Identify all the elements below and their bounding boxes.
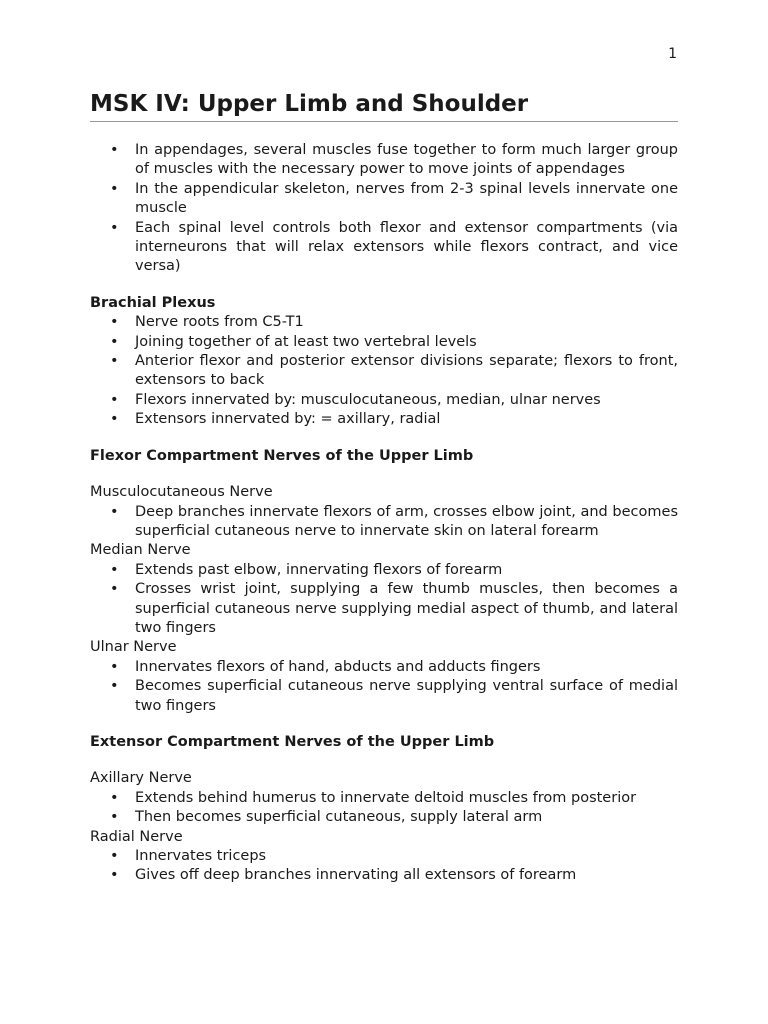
page-content: [90, 88, 678, 886]
bullet-icon: •: [110, 219, 119, 236]
list-item: • Innervates triceps: [90, 847, 678, 866]
list-item: • Then becomes superficial cutaneous, supply lateral arm: [90, 808, 678, 827]
bullet-icon: •: [110, 658, 119, 675]
intro-bullet-list: [90, 141, 678, 277]
list-item: • Nerve roots from C5-T1: [90, 313, 678, 332]
list-item: • Flexors innervated by: musculocutaneous, median, ulnar nerves: [90, 391, 678, 410]
list-item: • Extends behind humerus to innervate deltoid muscles from posterior: [90, 789, 678, 808]
median-nerve-list: [90, 561, 678, 639]
bullet-icon: •: [110, 333, 119, 350]
list-item: • Extensors innervated by: = axillary, radial: [90, 410, 678, 429]
list-item: • Becomes superficial cutaneous nerve supplying ventral surface of medial two fingers: [110, 678, 678, 714]
radial-nerve-list: [90, 847, 678, 886]
list-item: • Joining together of at least two vertebral levels: [90, 333, 678, 352]
bullet-icon: •: [110, 678, 119, 695]
bullet-icon: •: [110, 314, 119, 331]
list-item: • Innervates flexors of hand, abducts and adducts fingers: [90, 658, 678, 677]
axillary-nerve-list: [90, 789, 678, 828]
bullet-icon: •: [110, 411, 119, 428]
list-item: • Each spinal level controls both flexor and extensor compartments (via interneurons that will relax extensors while flexors contract, and vice versa): [110, 219, 678, 275]
bullet-icon: •: [110, 180, 119, 197]
bullet-icon: •: [110, 867, 119, 884]
radial-nerve-label: Radial Nerve: [90, 828, 183, 845]
list-item: • Gives off deep branches innervating all extensors of forearm: [90, 866, 678, 885]
bullet-icon: •: [110, 561, 119, 578]
list-item: • Extends past elbow, innervating flexors of forearm: [90, 561, 678, 580]
ulnar-nerve-list: [90, 658, 678, 716]
bullet-icon: •: [110, 391, 119, 408]
bullet-icon: •: [110, 353, 119, 370]
bullet-icon: •: [110, 503, 119, 520]
page-number: 1: [668, 46, 677, 62]
page-title: MSK IV: Upper Limb and Shoulder: [90, 88, 678, 122]
extensor-compartment-heading: Extensor Compartment Nerves of the Upper Limb: [90, 733, 495, 750]
brachial-plexus-heading: Brachial Plexus: [90, 294, 216, 311]
musculocutaneous-nerve-list: [90, 503, 678, 542]
bullet-icon: •: [110, 581, 119, 598]
bullet-icon: •: [110, 809, 119, 826]
list-item: • Crosses wrist joint, supplying a few thumb muscles, then becomes a superficial cutaneous nerve supplying medial aspect of thumb, and lateral two fingers: [110, 581, 678, 636]
list-item: • Anterior flexor and posterior extensor divisions separate; flexors to front, extensors to back: [110, 353, 678, 389]
bullet-icon: •: [110, 848, 119, 864]
brachial-plexus-list: [90, 313, 678, 429]
list-item: • In appendages, several muscles fuse together to form much larger group of muscles with the necessary power to move joints of appendages: [110, 142, 678, 178]
flexor-compartment-heading: Flexor Compartment Nerves of the Upper Limb: [90, 447, 474, 464]
list-item: • Deep branches innervate flexors of arm, crosses elbow joint, and becomes superficial cutaneous nerve to innervate skin on lateral forearm: [110, 503, 678, 539]
list-item: • In the appendicular skeleton, nerves from 2-3 spinal levels innervate one muscle: [110, 180, 678, 217]
median-nerve-label: Median Nerve: [90, 542, 191, 559]
axillary-nerve-label: Axillary Nerve: [90, 770, 192, 787]
bullet-icon: •: [110, 142, 119, 158]
ulnar-nerve-label: Ulnar Nerve: [90, 639, 177, 656]
bullet-icon: •: [110, 789, 119, 806]
musculocutaneous-nerve-label: Musculocutaneous Nerve: [90, 484, 273, 501]
